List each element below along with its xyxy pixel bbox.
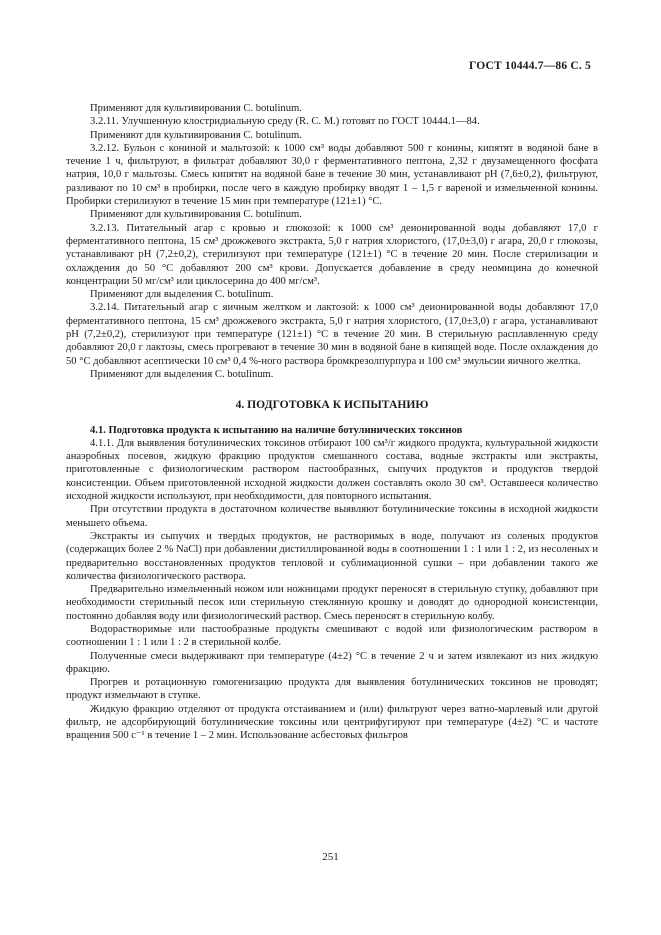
paragraph: 3.2.12. Бульон с кониной и мальтозой: к 1000 см³ воды добавляют 500 г конины, кипятят в водяной бане в течение 1 ч, фильтруют, в фильтрат добавляют 30,0 г ферментативного пептона, 2,32 г двузамещенного фосфата натрия, 10,0 г мальтозы. Смесь кипятят на водяной бане в течение 30 мин, устанавливают рН (7,6±0,2), фильтруют, разливают по 10 см³ в пробирки, после чего в каждую пробирку вводят 1 – 1,5 г вареной и измельченной конины. Пробирки стерилизуют в течение 15 мин при температуре (121±1) °С. [66,142,598,208]
paragraph: Применяют для выделения С. botulinum. [90,289,274,301]
paragraph: Применяют для культивирования С. botulinum. [90,209,302,221]
paragraph: Экстракты из сыпучих и твердых продуктов, не растворимых в воде, получают из соленых продуктов (содержащих более 2 % NaCl) при добавлении дистиллированной воды в соотношении 1 : 1 или 1 : 2, из несоленых и предварительно восстановленных продуктов тепловой и сублимационной сушки – при добавлении такого же количества физиологического раствора. [66,530,598,582]
paragraph: Прогрев и ротационную гомогенизацию продукта для выявления ботулинических токсинов не проводят; продукт измельчают в ступке. [66,677,598,702]
paragraph: При отсутствии продукта в достаточном количестве выявляют ботулинические токсины в исходной жидкости меньшего объема. [66,504,598,529]
paragraph: Полученные смеси выдерживают при температуре (4±2) °С в течение 2 ч и затем извлекают из них жидкую фракцию. [66,650,598,675]
paragraph: Жидкую фракцию отделяют от продукта отстаиванием и (или) фильтруют через ватно-марлевый или другой фильтр, не адсорбирующий ботулинические токсины или центрифугируют при температуре (4±2) °С и частоте вращения 500 с⁻¹ в течение 1 – 2 мин. Использование асбестовых фильтров [66,703,598,742]
document-body [66,102,598,743]
paragraph: 3.2.13. Питательный агар с кровью и глюкозой: к 1000 см³ деионированной воды добавляют 17,0 г ферментативного пептона, 15 см³ дрожжевого экстракта, 5,0 г натрия хлористого, (17,0±3,0) г агара, 20,0 г глюкозы, устанавливают рН (7,2±0,2), стерилизуют при температуре (121±1) °С в течение 20 мин. После стерилизации и охлаждения до 50 °С добавляют 200 см³ крови. Допускается добавление в среду неомицина до конечной концентрации 50 мг/см³ или циклосерина до 400 мг/см³. [66,222,598,287]
paragraph: 3.2.14. Питательный агар с яичным желтком и лактозой: к 1000 см³ деионированной воды добавляют 17,0 ферментативного пептона, 15 см³ дрожжевого экстракта, 5,0 г натрия хлористого, (17,0±3,0) г агара, устанавливают рН (7,2±0,2), стерилизуют при температуре (121±1) °С в течение 20 мин. В стерильную расплавленную среду добавляют 20,0 г лактозы, смесь прогревают в течение 30 мин в водяной бане в кипящей воде. После охлаждения до 50 °С добавляют асептически 10 см³ 0,4 %-ного раствора бромкрезолпурпура и 100 см³ эмульсии яичного желтка. [66,302,598,367]
paragraph: Применяют для выделения С. botulinum. [90,368,274,380]
paragraph: Применяют для культивирования С. botulinum. [90,103,302,114]
section-title: 4. ПОДГОТОВКА К ИСПЫТАНИЮ [235,398,429,412]
paragraph: Водорастворимые или пастообразные продукты смешивают с водой или физиологическим раствором в соотношении 1 : 1 или 1 : 2 в стерильной колбе. [66,623,598,649]
paragraph: 3.2.11. Улучшенную клостридиальную среду (R. С. М.) готовят по ГОСТ 10444.1—84. [90,116,480,128]
page-number: 251 [322,851,339,863]
running-header: ГОСТ 10444.7—86 С. 5 [468,60,591,72]
paragraph: Применяют для культивирования С. botulinum. [90,129,302,141]
paragraph: Предварительно измельченный ножом или ножницами продукт переносят в стерильную ступку, добавляют при необходимости стерильный песок или стерильную стеклянную крошку и доводят до однородной консистенции, постоянно добавляя воду или физиологический раствор. Смесь переносят в стерильную колбу. [66,584,598,622]
subsection-title: 4.1. Подготовка продукта к испытанию на наличие ботулинических токсинов [90,424,463,436]
paragraph: 4.1.1. Для выявления ботулинических токсинов отбирают 100 см³/г жидкого продукта, культуральной жидкости анаэробных посевов, жидкую фракцию продуктов смешанного состава, водные экстракты или экстракты, приготовленные с физиологическим раствором пастообразных, сыпучих продуктов и продуктов твердой консистенции. Объем приготовленной исходной жидкости должен составлять около 30 см³. Оставшееся количество исходной жидкости используют, при необходимости, для повторного испытания. [66,437,598,503]
